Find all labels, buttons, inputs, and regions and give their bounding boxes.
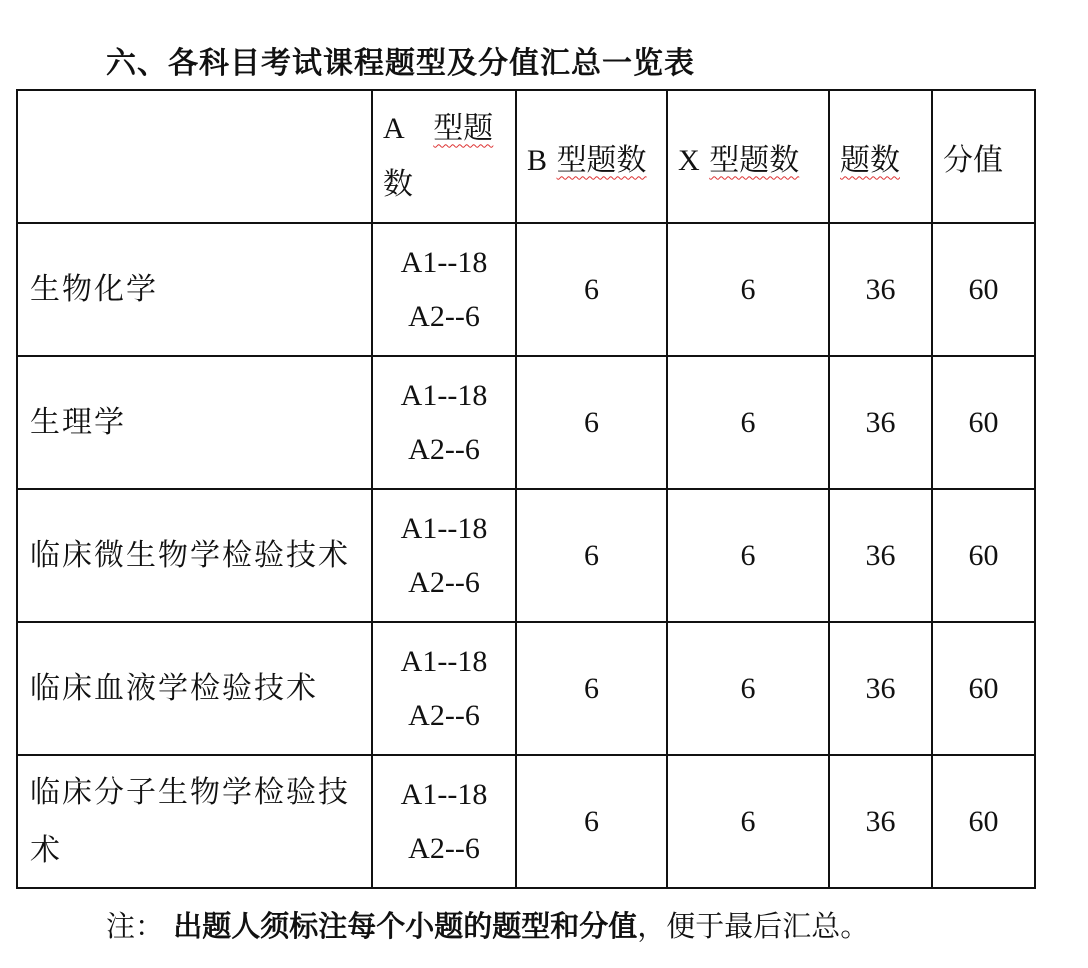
x-type-cell: 6 (667, 223, 829, 356)
a1-value: A1--18 (400, 644, 488, 678)
a2-value: A2--6 (408, 299, 480, 333)
x-type-cell: 6 (667, 622, 829, 755)
header-x-letter: X (678, 143, 700, 177)
b-type-cell: 6 (516, 622, 667, 755)
header-x-label: 型题数 (709, 142, 800, 178)
footnote-label: 注： (106, 909, 165, 943)
page-title: 六、各科目考试课程题型及分值汇总一览表 (106, 46, 695, 81)
table-row (17, 622, 1035, 755)
header-subject (17, 90, 372, 223)
a2-value: A2--6 (408, 698, 480, 732)
x-type-cell: 6 (667, 755, 829, 888)
x-type-cell: 6 (667, 489, 829, 622)
table-row (17, 489, 1035, 622)
count-cell: 36 (829, 755, 932, 888)
footnote-emphasis: 出题人须标注每个小题的题型和分值 (173, 909, 638, 943)
header-count-label: 题数 (840, 142, 900, 178)
subject-cell: 生理学 (17, 356, 372, 489)
subject-cell: 临床微生物学检验技术 (17, 489, 372, 622)
count-cell: 36 (829, 622, 932, 755)
count-cell: 36 (829, 489, 932, 622)
subject-cell: 临床血液学检验技术 (17, 622, 372, 755)
header-b-label: 型题数 (556, 142, 647, 178)
b-type-cell: 6 (516, 489, 667, 622)
a-type-cell (372, 755, 516, 888)
subject-cell: 生物化学 (17, 223, 372, 356)
score-cell: 60 (932, 223, 1035, 356)
b-type-cell: 6 (516, 356, 667, 489)
count-cell: 36 (829, 223, 932, 356)
header-a-label-cont: 数 (383, 166, 413, 202)
header-a-type-count (372, 90, 516, 223)
table-row (17, 356, 1035, 489)
header-b-type-count (516, 90, 667, 223)
a-type-cell (372, 356, 516, 489)
a-type-cell (372, 223, 516, 356)
x-type-cell: 6 (667, 356, 829, 489)
header-a-label: 型题 (433, 110, 494, 146)
subject-cell: 临床分子生物学检验技术 (17, 755, 372, 888)
score-cell: 60 (932, 489, 1035, 622)
a2-value: A2--6 (408, 831, 480, 865)
footnote (106, 904, 869, 945)
a2-value: A2--6 (408, 565, 480, 599)
table-row (17, 223, 1035, 356)
count-cell: 36 (829, 356, 932, 489)
a1-value: A1--18 (400, 511, 488, 545)
header-a-letter: A (383, 111, 405, 145)
b-type-cell: 6 (516, 755, 667, 888)
table-row (17, 755, 1035, 888)
a1-value: A1--18 (400, 378, 488, 412)
header-x-type-count (667, 90, 829, 223)
table-header-row (17, 90, 1035, 223)
header-b-letter: B (527, 143, 548, 177)
a1-value: A1--18 (400, 777, 488, 811)
exam-summary-table (16, 89, 1036, 889)
a1-value: A1--18 (400, 245, 488, 279)
a2-value: A2--6 (408, 432, 480, 466)
score-cell: 60 (932, 755, 1035, 888)
footnote-rest: ，便于最后汇总。 (637, 909, 870, 943)
score-cell: 60 (932, 622, 1035, 755)
a-type-cell (372, 489, 516, 622)
b-type-cell: 6 (516, 223, 667, 356)
header-question-count (829, 90, 932, 223)
header-score: 分值 (932, 90, 1035, 223)
score-cell: 60 (932, 356, 1035, 489)
a-type-cell (372, 622, 516, 755)
